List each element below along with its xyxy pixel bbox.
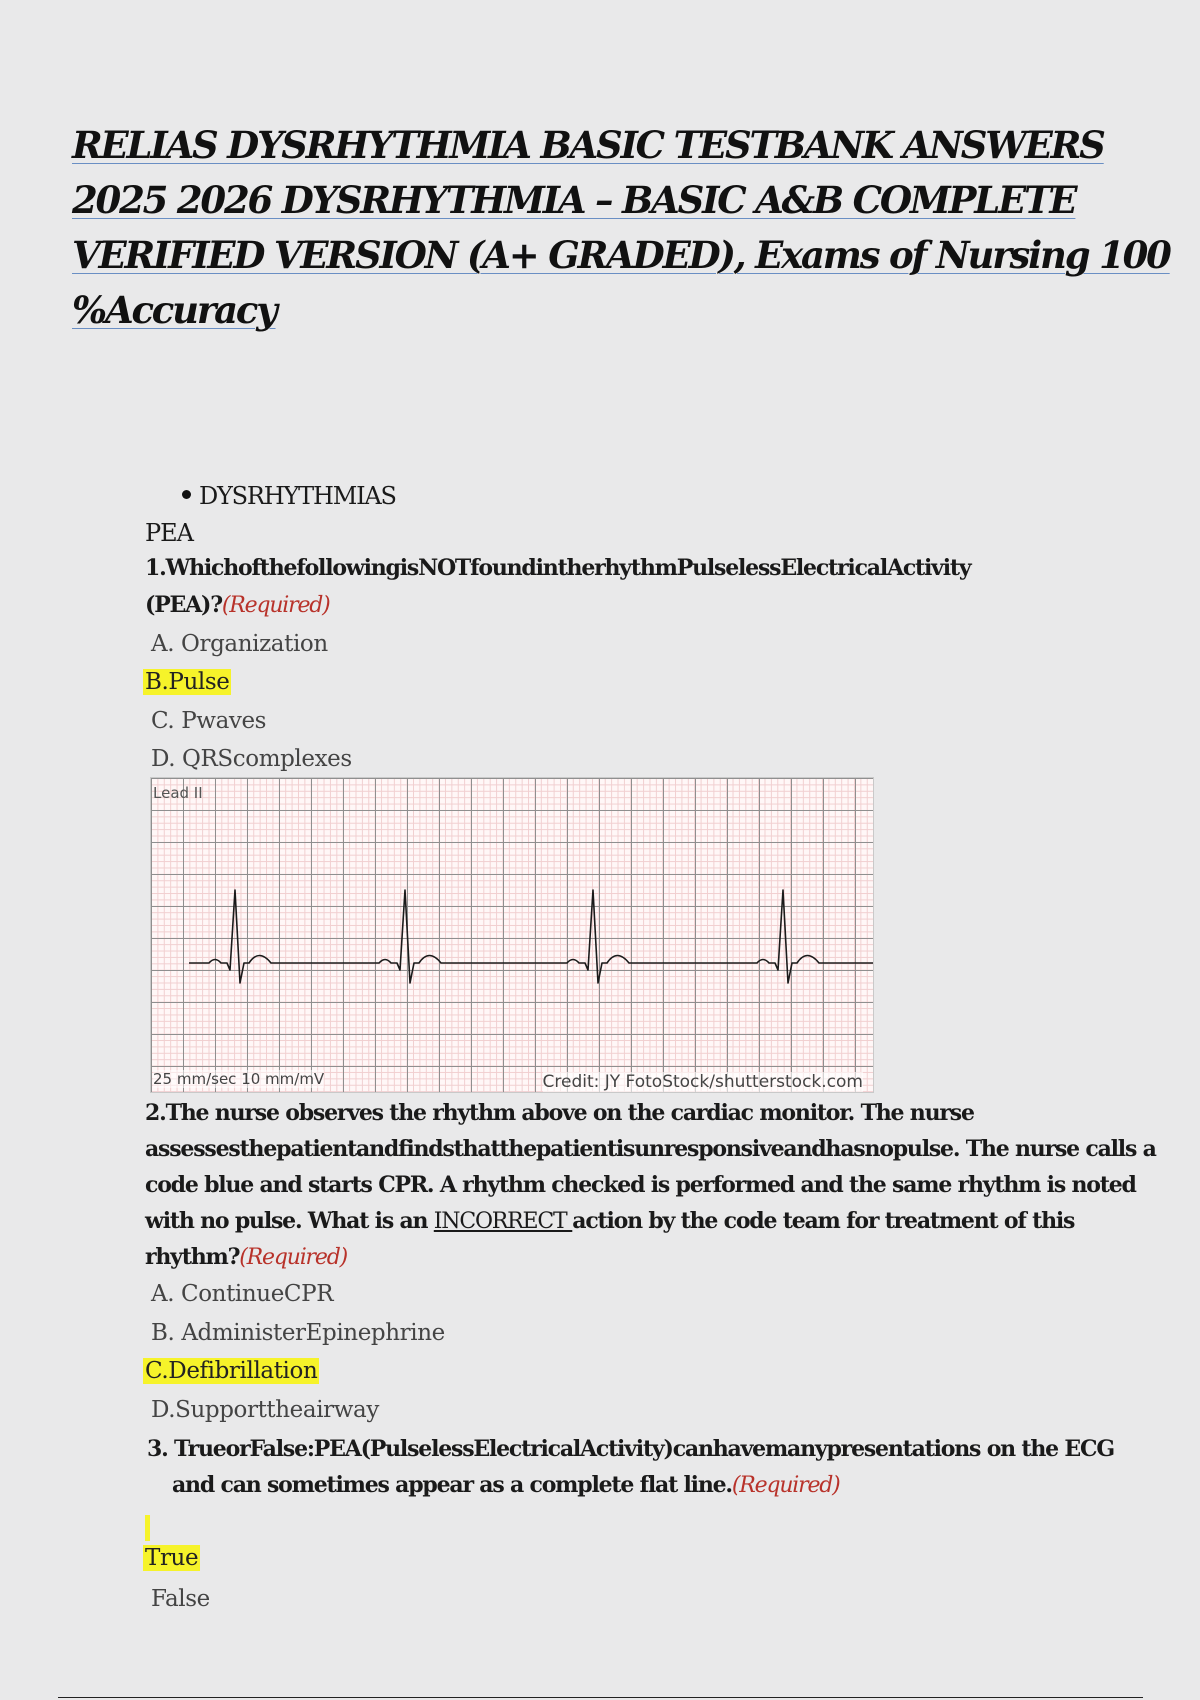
ecg-waveform <box>151 778 873 1092</box>
title-line: %Accuracy <box>72 288 276 332</box>
answer-option[interactable]: False <box>151 1586 210 1612</box>
ecg-trace <box>189 890 873 983</box>
section-heading: PEA <box>145 519 193 547</box>
answer-option-correct[interactable]: B.Pulse <box>145 669 230 695</box>
required-label: (Required) <box>221 593 330 618</box>
question-2-text-cont: rhythm?(Required) <box>145 1244 347 1270</box>
question-2-text-cont: with no pulse. What is an INCORRECT action by the code team for treatment of this <box>145 1208 1075 1234</box>
highlight-mark <box>145 1515 150 1541</box>
question-2-text-cont: code blue and starts CPR. A rhythm checked is performed and the same rhythm is noted <box>145 1172 1136 1198</box>
answer-option[interactable]: B. AdministerEpinephrine <box>151 1320 445 1346</box>
question-3-text-cont: and can sometimes appear as a complete flat line.(Required) <box>172 1472 840 1498</box>
title-line: VERIFIED VERSION (A+ GRADED), Exams of Nursing 100 <box>72 233 1170 277</box>
answer-option[interactable]: A. ContinueCPR <box>151 1281 334 1307</box>
question-3-text: 3. TrueorFalse:PEA(PulselessElectricalActivity)canhavemanypresentations on the ECG <box>147 1436 1114 1462</box>
question-2-text: 2.The nurse observes the rhythm above on the cardiac monitor. The nurse <box>145 1100 974 1126</box>
document-title <box>72 118 1170 338</box>
image-credit: Credit: JY FotoStock/shutterstock.com <box>542 1072 863 1092</box>
ecg-lead-label: Lead II <box>153 784 203 802</box>
answer-option[interactable]: D.Supporttheairway <box>151 1397 379 1423</box>
question-1-text-cont: (PEA)?(Required) <box>145 592 330 618</box>
answer-option[interactable]: D. QRScomplexes <box>151 746 352 772</box>
emphasis-incorrect: INCORRECT <box>433 1209 573 1234</box>
ecg-strip-image <box>150 777 874 1093</box>
title-line: RELIAS DYSRHYTHMIA BASIC TESTBANK ANSWERS <box>72 123 1104 167</box>
title-line: 2025 2026 DYSRHYTHMIA – BASIC A&B COMPLETE <box>72 178 1076 222</box>
bullet-icon <box>182 490 191 499</box>
required-label: (Required) <box>731 1473 840 1498</box>
question-1-text: 1.WhichofthefollowingisNOTfoundintherhythmPulselessElectricalActivity <box>145 555 971 581</box>
page-divider <box>58 1697 1143 1698</box>
answer-option[interactable]: A. Organization <box>151 631 328 657</box>
ecg-speed-label: 25 mm/sec 10 mm/mV <box>153 1070 325 1088</box>
section-bullet: DYSRHYTHMIAS <box>182 482 396 510</box>
required-label: (Required) <box>239 1245 347 1270</box>
answer-option-correct[interactable]: C.Defibrillation <box>145 1358 318 1384</box>
answer-option-correct[interactable]: True <box>145 1545 199 1571</box>
question-2-text-cont: assessesthepatientandfindsthatthepatientisunresponsiveandhasnopulse. The nurse calls a <box>145 1136 1156 1162</box>
answer-option[interactable]: C. Pwaves <box>151 708 267 734</box>
